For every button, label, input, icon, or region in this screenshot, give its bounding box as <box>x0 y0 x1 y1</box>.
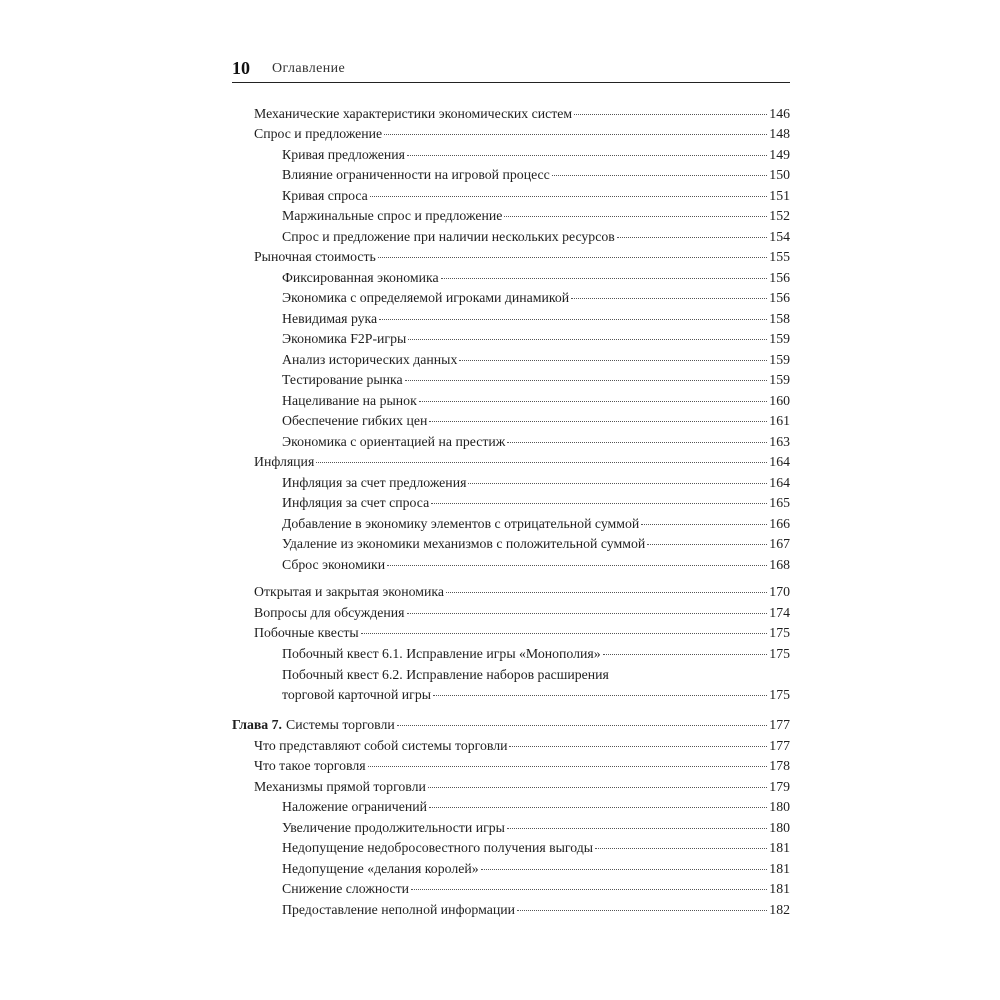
toc-entry <box>282 270 790 290</box>
leader-dots <box>468 483 767 484</box>
toc-entry-title: Рыночная стоимость <box>254 249 376 264</box>
toc-entry-title: Вопросы для обсуждения <box>254 605 405 620</box>
toc-entry-page: 175 <box>769 687 790 702</box>
toc-entry <box>282 646 790 666</box>
toc-entry-title: Экономика с ориентацией на престиж <box>282 434 506 449</box>
toc-entry <box>282 167 790 187</box>
leader-dots <box>405 380 768 381</box>
toc-entry <box>282 311 790 331</box>
toc-entry-page: 177 <box>769 717 790 732</box>
toc-entry-page: 170 <box>769 584 790 599</box>
toc-entry-page: 148 <box>769 126 790 141</box>
toc-entry-title: Экономика F2P-игры <box>282 331 407 346</box>
toc-entry <box>282 687 790 707</box>
toc-entry-page: 174 <box>769 605 790 620</box>
toc-entry-page: 180 <box>769 820 790 835</box>
toc-entry <box>282 881 790 901</box>
toc-entry-page: 155 <box>769 249 790 264</box>
toc-entry-page: 158 <box>769 311 790 326</box>
toc-entry-page: 159 <box>769 372 790 387</box>
toc-entry <box>254 106 790 126</box>
toc-entry <box>254 738 790 758</box>
toc-entry-title: Недопущение «делания королей» <box>282 861 479 876</box>
leader-dots <box>441 278 768 279</box>
toc-entry-title: Механические характеристики экономических систем <box>254 106 573 121</box>
toc-entry-title: Предоставление неполной информации <box>282 902 516 917</box>
toc-entry-title: Экономика с определяемой игроками динамикой <box>282 290 570 305</box>
toc-entry-title: Увеличение продолжительности игры <box>282 820 505 835</box>
toc-entry-page: 168 <box>769 557 790 572</box>
toc-entry-page: 181 <box>769 861 790 876</box>
toc-entry <box>282 475 790 495</box>
toc-entry <box>282 495 790 515</box>
toc-entry-title: Инфляция <box>254 454 315 469</box>
toc-entry-title: Анализ исторических данных <box>282 352 458 367</box>
toc-entry-page: 163 <box>769 434 790 449</box>
toc-entry <box>282 352 790 372</box>
toc-entry <box>282 536 790 556</box>
running-title: Оглавление <box>272 61 346 76</box>
chapter-label: Глава 7. <box>232 717 283 732</box>
leader-dots <box>431 503 767 504</box>
leader-dots <box>446 592 767 593</box>
leader-dots <box>459 360 767 361</box>
toc-entry <box>282 393 790 413</box>
toc-entry-page: 177 <box>769 738 790 753</box>
leader-dots <box>408 339 767 340</box>
toc-entry-page: 156 <box>769 270 790 285</box>
toc-entry-page: 182 <box>769 902 790 917</box>
leader-dots <box>517 910 767 911</box>
toc-entry <box>254 584 790 604</box>
toc-entry <box>254 605 790 625</box>
toc-entry-page: 149 <box>769 147 790 162</box>
toc-entry-title: Добавление в экономику элементов с отрицательной суммой <box>282 516 640 531</box>
toc-entry <box>254 126 790 146</box>
toc-entry <box>282 861 790 881</box>
toc-entry-page: 159 <box>769 352 790 367</box>
toc-entry <box>282 147 790 167</box>
toc-entry-page: 151 <box>769 188 790 203</box>
toc-entry-page: 180 <box>769 799 790 814</box>
leader-dots <box>378 257 768 258</box>
toc-entry <box>282 208 790 228</box>
toc-entry <box>282 413 790 433</box>
toc-entry <box>282 557 790 577</box>
toc-entry-title: Невидимая рука <box>282 311 378 326</box>
page-number: 10 <box>232 58 250 78</box>
toc-entry <box>254 779 790 799</box>
toc-entry-page: 150 <box>769 167 790 182</box>
toc-entry <box>282 372 790 392</box>
toc-entry-title: Побочные квесты <box>254 625 359 640</box>
toc-entry <box>254 454 790 474</box>
toc-entry-page: 152 <box>769 208 790 223</box>
toc-entry-title: Инфляция за счет спроса <box>282 495 430 510</box>
toc-entry-title: Фиксированная экономика <box>282 270 439 285</box>
leader-dots <box>571 298 767 299</box>
toc-entry-title: Недопущение недобросовестного получения выгоды <box>282 840 594 855</box>
toc-entry-page: 175 <box>769 646 790 661</box>
toc-entry <box>282 902 790 922</box>
toc-entry-page: 146 <box>769 106 790 121</box>
leader-dots <box>433 695 767 696</box>
leader-dots <box>384 134 767 135</box>
toc-entry-title: Нацеливание на рынок <box>282 393 417 408</box>
toc-entry-page: 175 <box>769 625 790 640</box>
leader-dots <box>507 828 767 829</box>
toc-entry-page: 164 <box>769 454 790 469</box>
toc-entry-title: Кривая предложения <box>282 147 406 162</box>
toc-entry-title: Спрос и предложение при наличии нескольких ресурсов <box>282 229 615 244</box>
toc-entry <box>282 229 790 249</box>
toc-entry-page: 161 <box>769 413 790 428</box>
toc-entry-title: торговой карточной игры <box>282 687 431 702</box>
toc-entry <box>282 290 790 310</box>
toc-entry <box>282 799 790 819</box>
leader-dots <box>411 889 767 890</box>
leader-dots <box>316 462 767 463</box>
leader-dots <box>603 654 768 655</box>
leader-dots <box>370 196 767 197</box>
leader-dots <box>361 633 768 634</box>
toc-entry-title-line1: Побочный квест 6.2. Исправление наборов расширения <box>282 667 609 682</box>
toc-entry-title: Инфляция за счет предложения <box>282 475 467 490</box>
toc-entry <box>282 840 790 860</box>
toc-entry <box>282 188 790 208</box>
page-header <box>232 58 790 83</box>
toc-entry-page: 181 <box>769 840 790 855</box>
leader-dots <box>481 869 768 870</box>
leader-dots <box>407 155 767 156</box>
leader-dots <box>397 725 768 726</box>
leader-dots <box>419 401 768 402</box>
leader-dots <box>552 175 768 176</box>
toc-entry-title: Побочный квест 6.1. Исправление игры «Монополия» <box>282 646 601 661</box>
toc-entry <box>282 331 790 351</box>
toc-entry-page: 156 <box>769 290 790 305</box>
leader-dots <box>617 237 768 238</box>
toc-entry-title: Спрос и предложение <box>254 126 383 141</box>
toc-entry-page: 159 <box>769 331 790 346</box>
toc-entry-title: Механизмы прямой торговли <box>254 779 426 794</box>
toc-entry-title: Маржинальные спрос и предложение <box>282 208 503 223</box>
toc-entry-page: 179 <box>769 779 790 794</box>
leader-dots <box>429 807 767 808</box>
toc-entry-page: 154 <box>769 229 790 244</box>
toc-entry <box>254 249 790 269</box>
toc-entry-title: Системы торговли <box>286 717 395 732</box>
toc-entry-title: Кривая спроса <box>282 188 368 203</box>
toc-entry-title: Что представляют собой системы торговли <box>254 738 508 753</box>
toc-entry <box>282 820 790 840</box>
leader-dots <box>574 114 767 115</box>
toc-entry-page: 165 <box>769 495 790 510</box>
toc-entry-page: 181 <box>769 881 790 896</box>
leader-dots <box>595 848 767 849</box>
leader-dots <box>379 319 767 320</box>
toc-entry-page: 160 <box>769 393 790 408</box>
toc-entry <box>254 625 790 645</box>
toc-entry <box>282 434 790 454</box>
toc-entry-title: Удаление из экономики механизмов с положительной суммой <box>282 536 646 551</box>
toc-entry-title: Снижение сложности <box>282 881 410 896</box>
toc-entry-title: Сброс экономики <box>282 557 386 572</box>
toc-entry-title: Наложение ограничений <box>282 799 428 814</box>
toc-entry <box>282 516 790 536</box>
leader-dots <box>407 613 768 614</box>
toc-entry-page: 167 <box>769 536 790 551</box>
leader-dots <box>428 787 767 788</box>
toc-chapter-entry <box>232 717 790 737</box>
leader-dots <box>647 544 767 545</box>
toc-entry-title: Тестирование рынка <box>282 372 403 387</box>
toc-entry-title: Открытая и закрытая экономика <box>254 584 444 599</box>
toc-entry <box>254 758 790 778</box>
toc-entry-page: 166 <box>769 516 790 531</box>
leader-dots <box>509 746 767 747</box>
leader-dots <box>368 766 768 767</box>
toc-entry-title: Влияние ограниченности на игровой процесс <box>282 167 550 182</box>
toc-entry-page: 178 <box>769 758 790 773</box>
leader-dots <box>387 565 767 566</box>
toc-entry-title: Обеспечение гибких цен <box>282 413 428 428</box>
leader-dots <box>507 442 767 443</box>
leader-dots <box>641 524 767 525</box>
leader-dots <box>504 216 767 217</box>
leader-dots <box>429 421 767 422</box>
toc-entry-title: Что такое торговля <box>254 758 366 773</box>
toc-entry-page: 164 <box>769 475 790 490</box>
